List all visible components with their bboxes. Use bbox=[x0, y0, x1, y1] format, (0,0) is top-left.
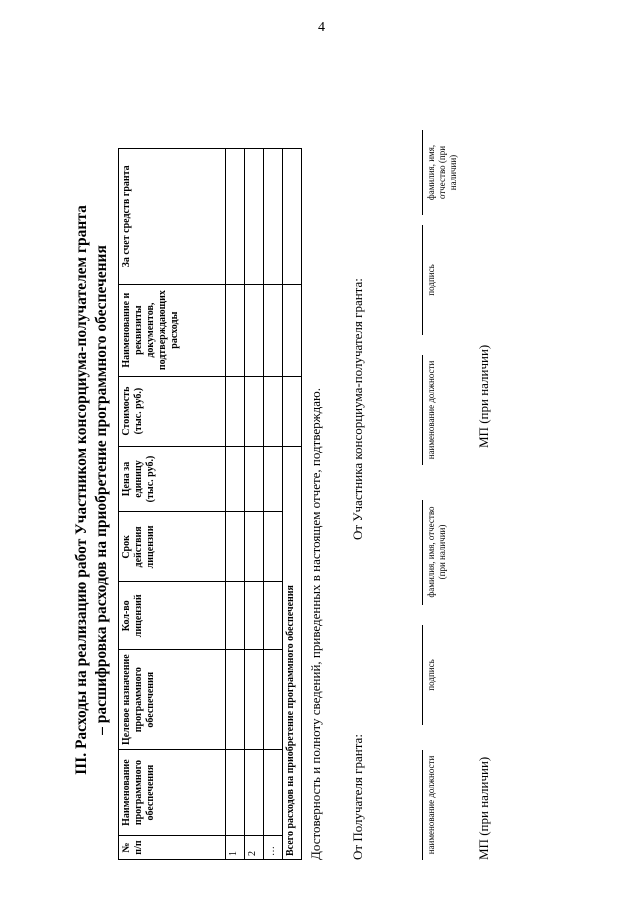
grantee-signature-line bbox=[422, 625, 423, 725]
table-cell bbox=[226, 650, 245, 750]
table-cell bbox=[245, 582, 264, 650]
table-cell bbox=[226, 446, 245, 512]
page-number: 4 bbox=[318, 20, 325, 35]
header-license-term: Срок действия лицензии bbox=[119, 512, 226, 582]
row-number: 1 bbox=[226, 836, 245, 860]
table-cell bbox=[245, 446, 264, 512]
grantee-signature-caption: подпись bbox=[426, 659, 436, 691]
grantee-position-line bbox=[422, 750, 423, 860]
header-number: № п/п bbox=[119, 836, 226, 860]
table-total-row bbox=[283, 149, 302, 860]
software-costs-table bbox=[118, 148, 302, 860]
table-cell bbox=[226, 284, 245, 376]
table-cell bbox=[226, 750, 245, 836]
grantee-stamp: МП (при наличии) bbox=[476, 756, 491, 860]
header-cost: Стоимость (тыс. руб.) bbox=[119, 376, 226, 446]
total-label: Всего расходов на приобретение программного обеспечения bbox=[283, 446, 302, 859]
grantee-heading: От Получателя гранта: bbox=[350, 734, 365, 860]
table-cell bbox=[264, 512, 283, 582]
member-signature-block bbox=[350, 120, 530, 540]
table-row bbox=[226, 149, 245, 860]
certification-statement: Достоверность и полноту сведений, приведенных в настоящем отчете, подтверждаю. bbox=[308, 388, 323, 860]
table-cell bbox=[245, 376, 264, 446]
table-cell bbox=[264, 149, 283, 285]
table-cell bbox=[245, 650, 264, 750]
table-row bbox=[245, 149, 264, 860]
table-header-row bbox=[119, 149, 226, 860]
header-documents: Наименование и реквизиты документов, подтверждающих расходы bbox=[119, 284, 226, 376]
header-unit-price: Цена за единицу (тыс. руб.) bbox=[119, 446, 226, 512]
table-cell bbox=[264, 650, 283, 750]
table-cell bbox=[226, 582, 245, 650]
member-stamp: МП (при наличии) bbox=[476, 344, 491, 448]
member-position-caption: наименование должности bbox=[426, 360, 436, 460]
row-number: … bbox=[264, 836, 283, 860]
table-cell bbox=[264, 284, 283, 376]
member-name-line bbox=[422, 130, 423, 215]
member-position-line bbox=[422, 355, 423, 465]
rotated-page-content bbox=[60, 110, 580, 870]
total-documents-cell bbox=[283, 284, 302, 376]
table-cell bbox=[226, 149, 245, 285]
section-subtitle: – расшифровка расходов на приобретение программного обеспечения bbox=[93, 245, 110, 735]
table-cell bbox=[245, 284, 264, 376]
grantee-position-caption: наименование должности bbox=[426, 755, 436, 855]
table-cell bbox=[245, 512, 264, 582]
table-cell bbox=[226, 512, 245, 582]
header-purpose: Целевое назначение программного обеспечения bbox=[119, 650, 226, 750]
header-license-count: Кол-во лицензий bbox=[119, 582, 226, 650]
row-number: 2 bbox=[245, 836, 264, 860]
member-name-caption: фамилия, имя, отчество (при наличии) bbox=[426, 144, 458, 201]
member-heading: От Участника консорциума-получателя гранта: bbox=[350, 278, 365, 540]
member-signature-line bbox=[422, 225, 423, 335]
header-grant-funds: За счет средств гранта bbox=[119, 149, 226, 285]
table-cell bbox=[264, 446, 283, 512]
table-cell bbox=[264, 376, 283, 446]
total-grant-cell bbox=[283, 149, 302, 285]
grantee-name-caption: фамилия, имя, отчество (при наличии) bbox=[426, 506, 447, 598]
table-cell bbox=[245, 149, 264, 285]
table-cell bbox=[264, 750, 283, 836]
section-title: III. Расходы на реализацию работ Участником консорциума-получателем гранта bbox=[73, 205, 90, 775]
table-row bbox=[264, 149, 283, 860]
member-signature-caption: подпись bbox=[426, 264, 436, 296]
header-software-name: Наименование программного обеспечения bbox=[119, 750, 226, 836]
table-cell bbox=[245, 750, 264, 836]
total-cost-cell bbox=[283, 376, 302, 446]
table-cell bbox=[264, 582, 283, 650]
table-cell bbox=[226, 376, 245, 446]
